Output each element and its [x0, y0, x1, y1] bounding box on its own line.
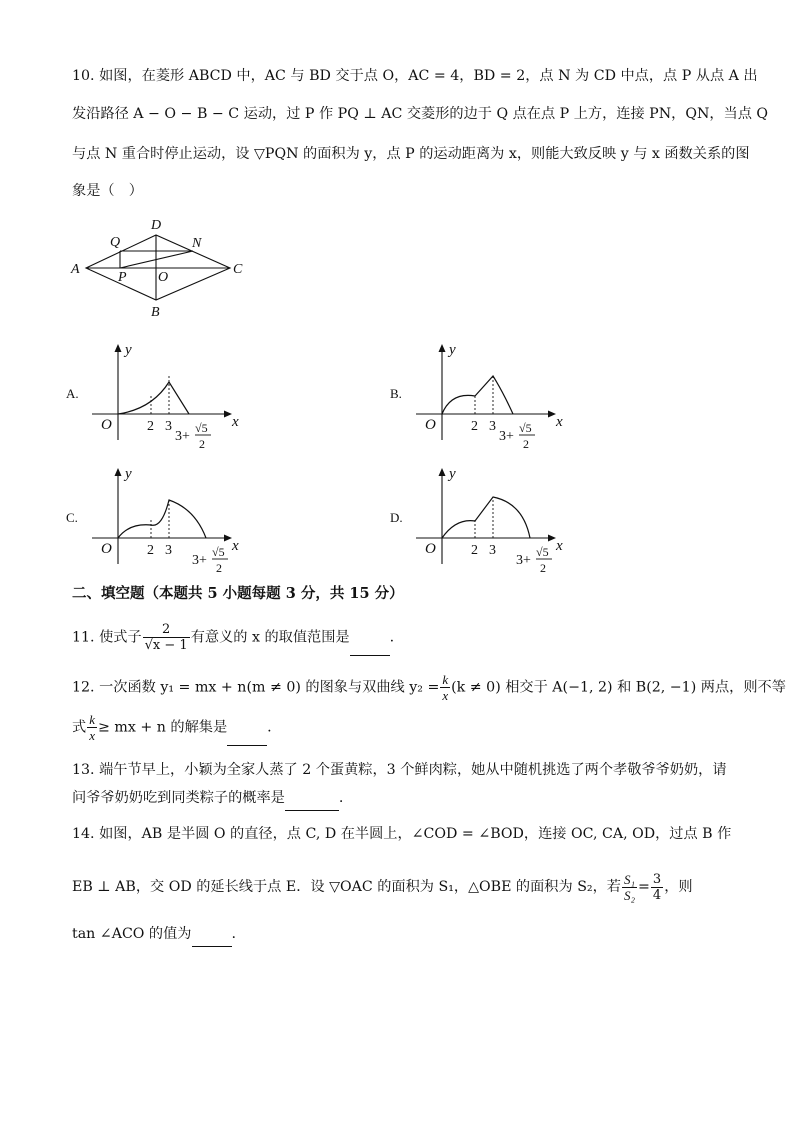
tick-label-3-plus: 3+ [516, 553, 531, 568]
q12-fden: x [442, 688, 449, 703]
tick-label-3: 3 [489, 419, 496, 434]
q12-l2post: ≥ mx + n 的解集是 [97, 719, 228, 736]
fig-label-a: A [71, 262, 80, 277]
fig-label-o: O [158, 270, 169, 285]
option-letter: B. [390, 386, 402, 401]
q14-vden: 4 [652, 887, 662, 903]
origin-label: O [425, 541, 436, 557]
q12-post: (k ≠ 0) 相交于 A(−1, 2) 和 B(2, −1) 两点，则不等 [451, 679, 786, 696]
q10-line-3: 与点 N 重合时停止运动，设 ▽PQN 的面积为 y，点 P 的运动距离为 x，则能大致反映 y 与 x 函数关系的图 [72, 146, 750, 162]
y-axis-label: y [125, 342, 132, 358]
tick-label-3: 3 [489, 543, 496, 558]
q14-line-1: 14. 如图，AB 是半圆 O 的直径，点 C, D 在半圆上，∠COD = ∠BOD，连接 OC, CA, OD，过点 B 作 [72, 826, 732, 842]
q10-line-2: 发沿路径 A − O − B − C 运动，过 P 作 PQ ⊥ AC 交菱形的边于 Q 点在点 P 上方，连接 PN，QN，当点 Q [72, 106, 769, 122]
q14-line-3 [72, 924, 236, 947]
x-axis-arrow-icon [548, 411, 556, 418]
q13-end: . [338, 790, 344, 806]
q12-l2-fraction [87, 712, 97, 743]
option-b[interactable] [390, 336, 566, 456]
q14-snum: S₁ [623, 871, 636, 887]
q12-fnum: k [442, 672, 449, 687]
fig-label-n: N [192, 236, 202, 251]
option-d[interactable] [390, 460, 566, 580]
y-axis-label: y [125, 466, 132, 482]
function-curve [442, 497, 530, 538]
tick-label-sqrt5: √5 [519, 421, 532, 435]
fig-label-p: P [118, 270, 127, 285]
tick-label-denominator: 2 [199, 437, 205, 451]
q14-line-2-post: ，则 [664, 879, 693, 895]
option-letter: A. [66, 386, 79, 401]
tick-label-3: 3 [165, 419, 172, 434]
q13-line-2-text: 问爷爷奶奶吃到同类粽子的概率是 [72, 790, 285, 806]
y-axis-label: y [449, 342, 456, 358]
tick-label-sqrt5: √5 [536, 545, 549, 559]
tick-label-sqrt5: √5 [212, 545, 225, 559]
tick-label-2: 2 [147, 419, 154, 434]
function-curve [118, 500, 206, 538]
origin-label: O [101, 541, 112, 557]
tick-label-3-plus: 3+ [192, 553, 207, 568]
q11-fraction [143, 622, 190, 653]
tick-label-3-plus: 3+ [499, 429, 514, 444]
q12-l2pre: 式 [72, 719, 87, 736]
tick-label-denominator: 2 [540, 561, 546, 575]
q13-line-2 [72, 788, 343, 811]
q12-l2num: k [89, 712, 95, 727]
y-axis-arrow-icon [439, 344, 446, 352]
x-axis-arrow-icon [224, 535, 232, 542]
q14-line-3-text: tan ∠ACO 的值为 [72, 926, 192, 942]
option-letter: C. [66, 510, 78, 525]
option-c-graph [66, 460, 242, 580]
y-axis-arrow-icon [115, 344, 122, 352]
x-axis-arrow-icon [224, 411, 232, 418]
fig-label-d: D [151, 218, 162, 233]
x-axis-label: x [556, 538, 563, 554]
option-b-graph [390, 336, 566, 456]
tick-label-3-plus: 3+ [175, 429, 190, 444]
q12-l2end: . [267, 719, 272, 736]
rhombus-figure [60, 212, 260, 322]
function-curve [118, 382, 189, 414]
q14-eq: = [638, 879, 650, 895]
option-d-graph [390, 460, 566, 580]
x-axis-label: x [232, 414, 239, 430]
y-axis-label: y [449, 466, 456, 482]
q11-end: . [389, 629, 395, 646]
option-letter: D. [390, 510, 403, 525]
tick-label-denominator: 2 [523, 437, 529, 451]
fig-label-b: B [151, 305, 160, 320]
x-axis-label: x [556, 414, 563, 430]
q11-den: √x − 1 [144, 638, 188, 653]
q11-post: 有意义的 x 的取值范围是 [190, 629, 350, 646]
option-c[interactable] [66, 460, 242, 580]
fig-label-q: Q [110, 235, 121, 250]
q14-line-2-pre: EB ⊥ AB，交 OD 的延长线于点 E．设 ▽OAC 的面积为 S₁，△OBE 的面积为 S₂，若 [72, 879, 621, 895]
q12-l2den: x [89, 728, 95, 743]
q10-line-4: 象是（ ） [72, 183, 143, 199]
q11 [72, 622, 394, 656]
q14-vnum: 3 [652, 871, 662, 887]
fig-label-c: C [233, 262, 243, 277]
q13-line-1: 13. 端午节早上，小颖为全家人蒸了 2 个蛋黄粽，3 个鲜肉粽，她从中随机挑选了两个孝敬爷爷奶奶，请 [72, 762, 727, 778]
q14-answer-blank[interactable] [192, 926, 232, 947]
origin-label: O [101, 417, 112, 433]
tick-label-2: 2 [471, 543, 478, 558]
function-curve [442, 376, 513, 414]
option-a[interactable] [66, 336, 242, 456]
tick-label-2: 2 [147, 543, 154, 558]
tick-label-3: 3 [165, 543, 172, 558]
q11-answer-blank[interactable] [350, 625, 390, 656]
q14-line-2 [72, 870, 693, 904]
origin-label: O [425, 417, 436, 433]
q12-line-2 [72, 712, 272, 746]
section-2-heading: 二、填空题（本题共 5 小题每题 3 分，共 15 分） [72, 585, 404, 602]
q12-pre: 12. 一次函数 y₁ = mx + n(m ≠ 0) 的图象与双曲线 y₂ = [72, 679, 440, 696]
q14-s-fraction [622, 872, 637, 903]
q13-answer-blank[interactable] [285, 790, 339, 811]
y-axis-arrow-icon [439, 468, 446, 476]
x-axis-arrow-icon [548, 535, 556, 542]
q14-v-fraction [651, 872, 663, 903]
q11-num: 2 [143, 622, 190, 638]
option-a-graph [66, 336, 242, 456]
q14-sden: S₂ [623, 887, 636, 903]
x-axis-label: x [232, 538, 239, 554]
q14-end: . [231, 926, 237, 942]
tick-label-denominator: 2 [216, 561, 222, 575]
q12-line-1 [72, 672, 786, 703]
tick-label-2: 2 [471, 419, 478, 434]
q12-fraction [440, 672, 450, 703]
q10-line-1: 10. 如图，在菱形 ABCD 中，AC 与 BD 交于点 O，AC = 4，BD = 2，点 N 为 CD 中点，点 P 从点 A 出 [72, 68, 758, 84]
y-axis-arrow-icon [115, 468, 122, 476]
q12-answer-blank[interactable] [227, 715, 267, 746]
tick-label-sqrt5: √5 [195, 421, 208, 435]
q11-pre: 11. 使式子 [72, 629, 142, 646]
